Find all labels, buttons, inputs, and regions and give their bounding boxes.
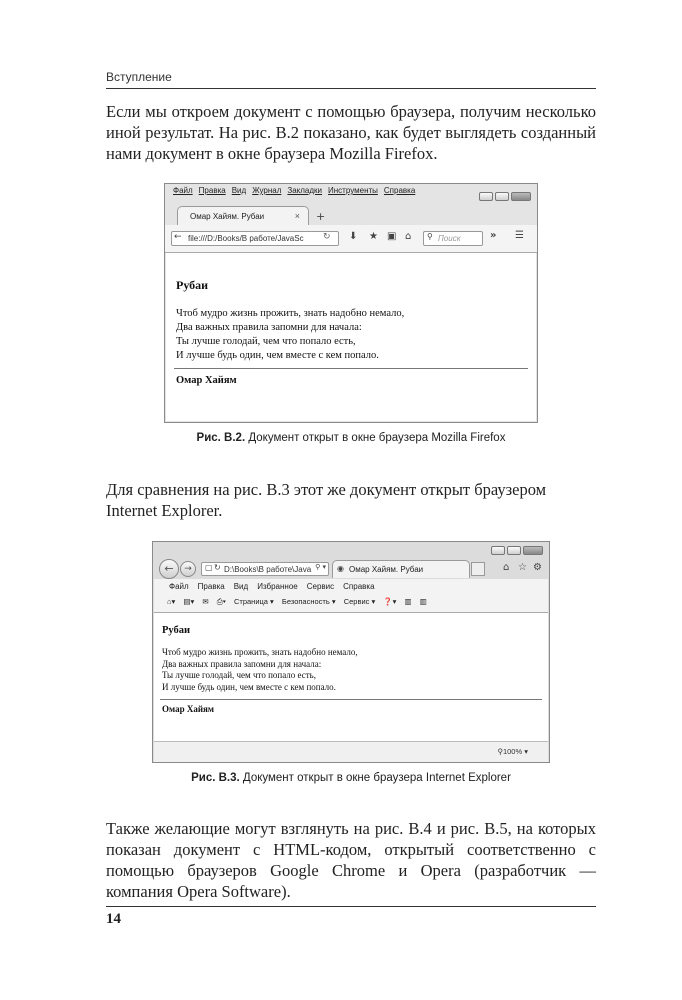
ff-menu-edit[interactable]: Правка: [198, 186, 226, 195]
ie-menu-tools[interactable]: Сервис: [306, 582, 335, 591]
ff-poem-author: Омар Хайям: [176, 375, 237, 386]
ie-menubar: [169, 582, 384, 591]
ff-window-controls: [479, 192, 531, 201]
ff-poem-line: Ты лучше голодай, чем что попало есть,: [176, 336, 356, 347]
caption-text: Документ открыт в окне браузера Internet Explorer: [239, 772, 511, 784]
bookmark-star-icon[interactable]: ★: [369, 231, 378, 242]
ff-url-field[interactable]: [171, 231, 339, 246]
intro-paragraph: Если мы откроем документ с помощью браузера, получим несколько иной результат. На рис. В.2 показано, как будет выглядеть созданный нами документ в окне браузера Mozilla Firefox.: [106, 102, 596, 163]
ff-poem-line: Два важных правила запомни для начала:: [176, 322, 362, 333]
minimize-button[interactable]: [491, 546, 505, 555]
ie-poem-text: [162, 647, 358, 693]
caption-label: Рис. В.3.: [191, 772, 240, 784]
ie-back-icon[interactable]: ←: [159, 559, 179, 579]
ie-page-rule: [160, 699, 542, 700]
firefox-menubar: [173, 186, 421, 195]
figure-b3-caption: [106, 772, 596, 784]
ie-status-bar: [154, 741, 548, 762]
ff-search-field[interactable]: [423, 231, 483, 246]
firefox-window-figure: [164, 183, 538, 423]
ie-menu-file[interactable]: Файл: [169, 582, 189, 591]
ie-menu-favorites[interactable]: Избранное: [257, 582, 298, 591]
ff-url-text: file:///D:/Books/В работе/JavaSc: [188, 234, 304, 243]
ff-poem-heading: Рубаи: [176, 278, 209, 292]
maximize-button[interactable]: [507, 546, 521, 555]
closing-paragraph: Также желающие могут взглянуть на рис. В.4 и рис. В.5, на которых показан документ с HTML-кодом, открытый соответственно с помощью браузеров Google Chrome и Opera (разработчик — компания Opera Software).: [106, 819, 596, 901]
caption-text: Документ открыт в окне браузера Mozilla Firefox: [245, 432, 506, 444]
home-icon[interactable]: ⌂: [503, 562, 510, 573]
ie-command-bar: [167, 597, 433, 607]
ie-poem-line: И лучше будь один, чем вместе с кем попало.: [162, 681, 336, 692]
mail-icon[interactable]: ✉: [202, 597, 209, 606]
ie-poem-line: Чтоб мудро жизнь прожить, знать надобно немало,: [162, 647, 358, 657]
overflow-chevron-icon[interactable]: »: [490, 230, 497, 241]
ff-navbar: [165, 225, 537, 253]
close-button[interactable]: [511, 192, 531, 201]
ie-url-text: D:\Books\В работе\Java: [224, 565, 312, 574]
ff-menu-view[interactable]: Вид: [231, 186, 247, 195]
feeds-icon[interactable]: ▤▾: [183, 597, 195, 606]
figure-b2-caption: [106, 432, 596, 444]
ie-page-content: [154, 612, 548, 741]
minimize-button[interactable]: [479, 192, 493, 201]
home-icon[interactable]: ⌂: [405, 231, 412, 242]
ff-tab[interactable]: [177, 206, 309, 226]
download-icon[interactable]: ⬇: [349, 231, 358, 242]
ie-new-tab-button[interactable]: [471, 562, 485, 576]
ie-cmd-page[interactable]: Страница ▾: [233, 597, 274, 606]
help-icon[interactable]: ❓▾: [383, 597, 397, 606]
ie-zoom-control[interactable]: ⚲100% ▾: [497, 747, 528, 756]
header-rule: [106, 88, 596, 89]
ff-poem-text: [176, 307, 404, 363]
settings-gear-icon[interactable]: ⚙: [533, 562, 542, 573]
search-icon: ⚲: [427, 232, 433, 241]
ie-forward-icon[interactable]: →: [180, 561, 196, 577]
ff-menu-tools[interactable]: Инструменты: [328, 186, 378, 195]
research-icon[interactable]: ▥: [404, 597, 412, 606]
ff-search-placeholder: Поиск: [438, 234, 461, 243]
ff-menu-file[interactable]: Файл: [173, 186, 193, 195]
ie-window-figure: [152, 541, 550, 763]
ie-menu-help[interactable]: Справка: [343, 582, 375, 591]
hamburger-menu-icon[interactable]: ☰: [515, 230, 524, 241]
ie-address-bar[interactable]: [201, 562, 329, 576]
ie-poem-author: Омар Хайям: [162, 704, 215, 714]
ie-cmd-tools[interactable]: Сервис ▾: [343, 597, 376, 606]
reload-icon[interactable]: ↻: [323, 232, 331, 242]
ff-poem-line: И лучше будь один, чем вместе с кем попало.: [176, 350, 379, 361]
running-header: Вступление: [106, 70, 172, 84]
onenote-icon[interactable]: ▥: [419, 597, 427, 606]
home-cmd-icon[interactable]: ⌂▾: [167, 597, 176, 606]
ie-zoom-value: 100%: [502, 747, 523, 756]
page-number: 14: [106, 911, 121, 927]
ff-page-rule: [174, 368, 528, 369]
zoom-icon: ⚲: [497, 747, 503, 756]
maximize-button[interactable]: [495, 192, 509, 201]
ff-page-content: [166, 253, 536, 421]
reading-list-icon[interactable]: ▣: [387, 231, 397, 242]
ie-cmd-security[interactable]: Безопасность ▾: [281, 597, 336, 606]
ff-menu-history[interactable]: Журнал: [252, 186, 282, 195]
tab-close-icon[interactable]: ×: [294, 211, 300, 221]
ie-menu-edit[interactable]: Правка: [197, 582, 225, 591]
print-icon[interactable]: ⎙▾: [216, 597, 226, 606]
ff-menu-help[interactable]: Справка: [383, 186, 416, 195]
ie-refresh-icon[interactable]: ↻: [214, 563, 221, 572]
ff-menu-bookmarks[interactable]: Закладки: [287, 186, 323, 195]
ie-tab[interactable]: [332, 560, 470, 578]
ff-poem-line: Чтоб мудро жизнь прожить, знать надобно немало,: [176, 308, 405, 319]
back-arrow-icon[interactable]: ←: [174, 232, 182, 242]
ie-menu-view[interactable]: Вид: [233, 582, 249, 591]
footer-rule: [106, 906, 596, 907]
close-button[interactable]: [523, 546, 543, 555]
compare-paragraph: Для сравнения на рис. В.3 этот же документ открыт браузером Internet Explorer.: [106, 480, 547, 520]
caption-label: Рис. В.2.: [196, 432, 246, 444]
search-dropdown-icon[interactable]: ⚲ ▾: [315, 563, 326, 571]
new-tab-icon[interactable]: +: [316, 210, 326, 223]
ff-tab-title: Омар Хайям. Рубаи: [190, 212, 265, 221]
ie-poem-line: Два важных правила запомни для начала:: [162, 658, 322, 669]
ie-window-controls: [491, 546, 543, 555]
ie-page-icon: ▢: [205, 563, 213, 572]
favorites-star-icon[interactable]: ☆: [518, 562, 527, 573]
ie-tab-title: Омар Хайям. Рубаи: [349, 565, 424, 574]
ie-poem-heading: Рубаи: [162, 625, 191, 636]
ie-tab-icon: ◉: [337, 564, 344, 573]
ie-poem-line: Ты лучше голодай, чем что попало есть,: [162, 670, 317, 680]
